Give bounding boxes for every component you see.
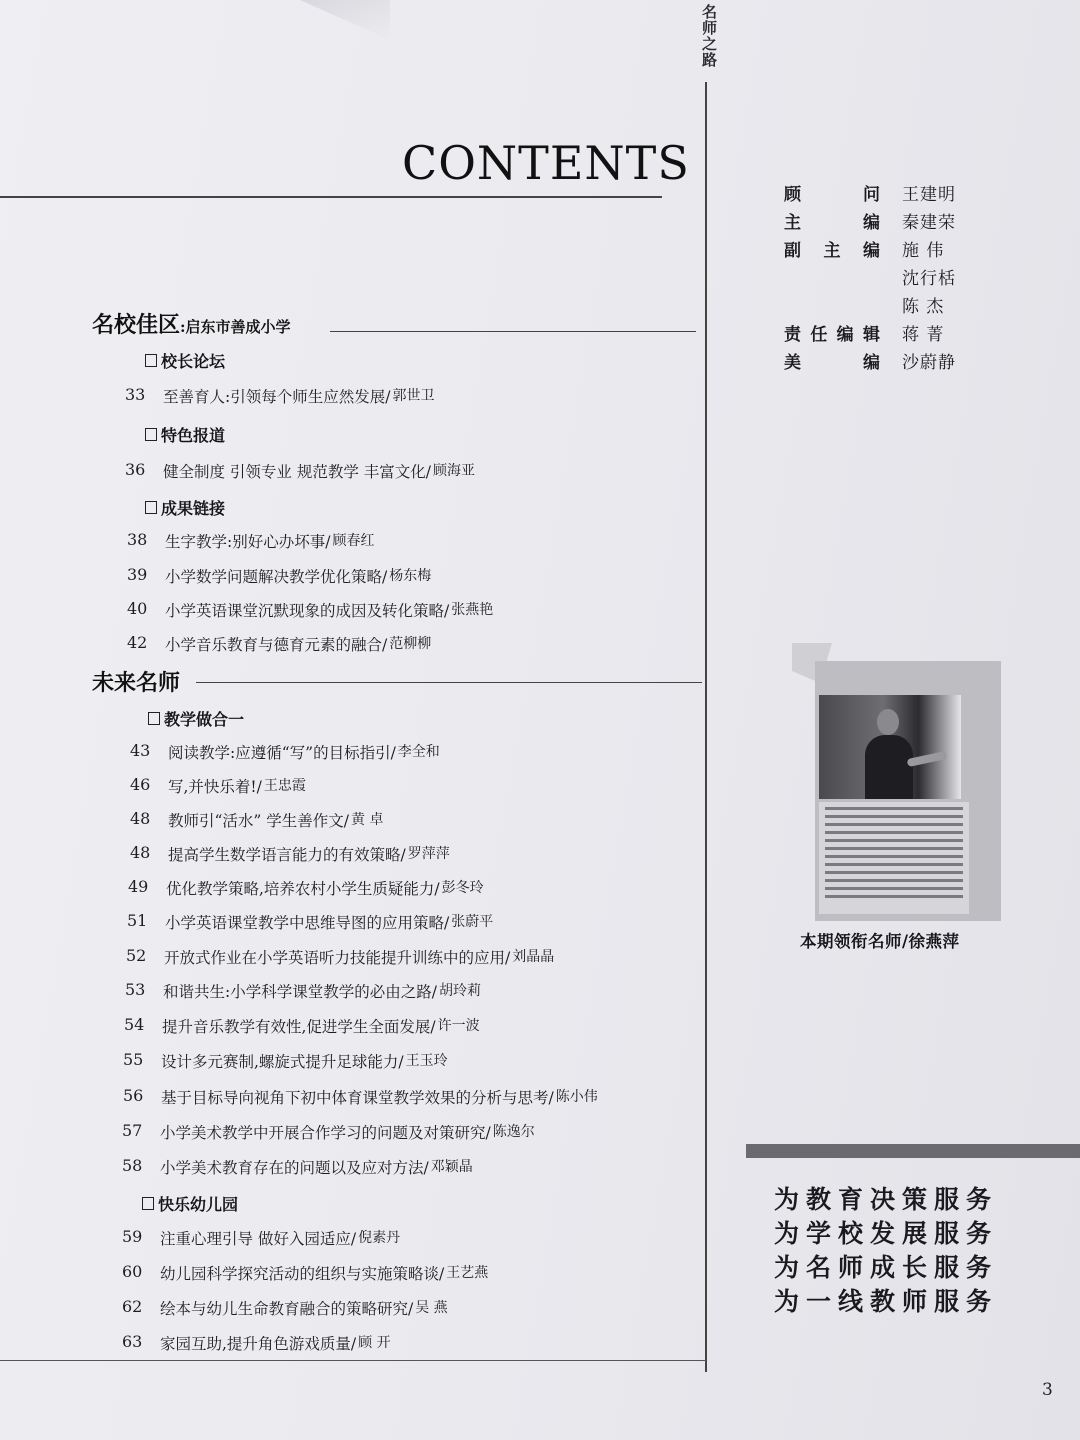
vertical-divider — [705, 82, 707, 1372]
checkbox-square-icon — [145, 428, 157, 441]
checkbox-square-icon — [148, 712, 160, 725]
slogan-line: 为学校发展服务 — [774, 1219, 999, 1248]
toc-entry[interactable]: 56 基于目标导向视角下初中体育课堂教学效果的分析与思考/ 陈小伟 — [123, 1086, 598, 1107]
toc-entry[interactable]: 54 提升音乐教学有效性,促进学生全面发展/ 许一波 — [124, 1015, 480, 1036]
section-title: 未来名师 — [92, 670, 181, 696]
toc-entry[interactable]: 48 提高学生数学语言能力的有效策略/ 罗萍萍 — [130, 843, 450, 864]
toc-entry[interactable]: 40 小学英语课堂沉默现象的成因及转化策略/ 张燕艳 — [127, 599, 494, 620]
checkbox-square-icon — [145, 501, 157, 514]
slogan-bar — [746, 1144, 1080, 1158]
slogan-line: 为名师成长服务 — [774, 1253, 999, 1282]
toc-entry[interactable]: 59 注重心理引导 做好入园适应/ 倪素丹 — [122, 1227, 401, 1248]
staff-row: 沈行栝 — [902, 269, 956, 289]
bottom-rule — [0, 1360, 706, 1361]
editorial-staff — [784, 180, 984, 376]
staff-row: 副 主 编 施 伟 — [784, 241, 945, 261]
toc-entry[interactable]: 53 和谐共生:小学科学课堂教学的必由之路/ 胡玲莉 — [125, 980, 481, 1001]
toc-entry[interactable]: 48 教师引“活水” 学生善作文/ 黄 卓 — [130, 809, 384, 830]
section-rule — [196, 682, 702, 683]
staff-row: 陈 杰 — [902, 297, 945, 317]
toc-entry[interactable]: 43 阅读教学:应遵循“写”的目标指引/ 李全和 — [130, 741, 440, 762]
toc-entry[interactable]: 52 开放式作业在小学英语听力技能提升训练中的应用/ 刘晶晶 — [126, 946, 555, 967]
toc-entry[interactable]: 55 设计多元赛制,螺旋式提升足球能力/ 王玉玲 — [123, 1050, 448, 1071]
toc-entry[interactable]: 33 至善育人:引领每个师生应然发展/ 郭世卫 — [125, 385, 435, 406]
column-title: 名师之路 — [700, 4, 718, 68]
toc-entry[interactable]: 39 小学数学问题解决教学优化策略/ 杨东梅 — [127, 565, 432, 586]
category-happy-kindergarten: 快乐幼儿园 — [142, 1192, 238, 1215]
category-achievement-link: 成果链接 — [145, 496, 225, 519]
section-heading-school — [92, 308, 291, 339]
section-subtitle: :启东市善成小学 — [180, 318, 291, 336]
category-teach-learn-do: 教学做合一 — [148, 707, 244, 730]
toc-entry[interactable]: 38 生字教学:别好心办坏事/ 顾春红 — [127, 530, 375, 551]
category-feature-report: 特色报道 — [145, 423, 225, 446]
category-principal-forum: 校长论坛 — [145, 349, 225, 372]
contents-heading: CONTENTS — [402, 136, 690, 190]
slogan-line: 为教育决策服务 — [774, 1185, 999, 1214]
staff-row: 主 编 秦建荣 — [784, 213, 956, 233]
checkbox-square-icon — [145, 354, 157, 367]
toc-entry[interactable]: 46 写,并快乐着!/ 王忠霞 — [130, 775, 306, 796]
page-number: 3 — [1042, 1380, 1053, 1400]
staff-row: 责 任 编 辑 蒋 菁 — [784, 325, 945, 345]
slogan-line: 为一线教师服务 — [774, 1287, 999, 1316]
section-rule — [330, 331, 696, 332]
teacher-photo — [819, 695, 961, 799]
toc-entry[interactable]: 63 家园互助,提升角色游戏质量/ 顾 开 — [122, 1332, 391, 1353]
toc-entry[interactable]: 57 小学美术教学中开展合作学习的问题及对策研究/ 陈逸尔 — [122, 1121, 535, 1142]
toc-entry[interactable]: 60 幼儿园科学探究活动的组织与实施策略谈/ 王艺燕 — [122, 1262, 489, 1283]
thumbnail-text-block — [819, 802, 969, 914]
photo-caption: 本期领衔名师/徐燕萍 — [800, 932, 960, 951]
section-heading-future-teachers — [92, 666, 180, 697]
staff-row: 美 编 沙蔚静 — [784, 353, 956, 373]
toc-entry[interactable]: 49 优化教学策略,培养农村小学生质疑能力/ 彭冬玲 — [128, 877, 484, 898]
toc-entry[interactable]: 36 健全制度 引领专业 规范教学 丰富文化/ 顾海亚 — [125, 460, 476, 481]
toc-entry[interactable]: 58 小学美术教育存在的问题以及应对方法/ 邓颖晶 — [122, 1156, 473, 1177]
toc-entry[interactable]: 42 小学音乐教育与德育元素的融合/ 范柳柳 — [127, 633, 432, 654]
section-title: 名校佳区 — [92, 312, 181, 338]
folded-corner — [300, 0, 390, 40]
toc-entry[interactable]: 51 小学英语课堂教学中思维导图的应用策略/ 张蔚平 — [127, 911, 494, 932]
checkbox-square-icon — [142, 1197, 154, 1210]
toc-entry[interactable]: 62 绘本与幼儿生命教育融合的策略研究/ 吴 燕 — [122, 1297, 448, 1318]
staff-row: 顾 问 王建明 — [784, 185, 956, 205]
contents-rule — [0, 196, 662, 198]
